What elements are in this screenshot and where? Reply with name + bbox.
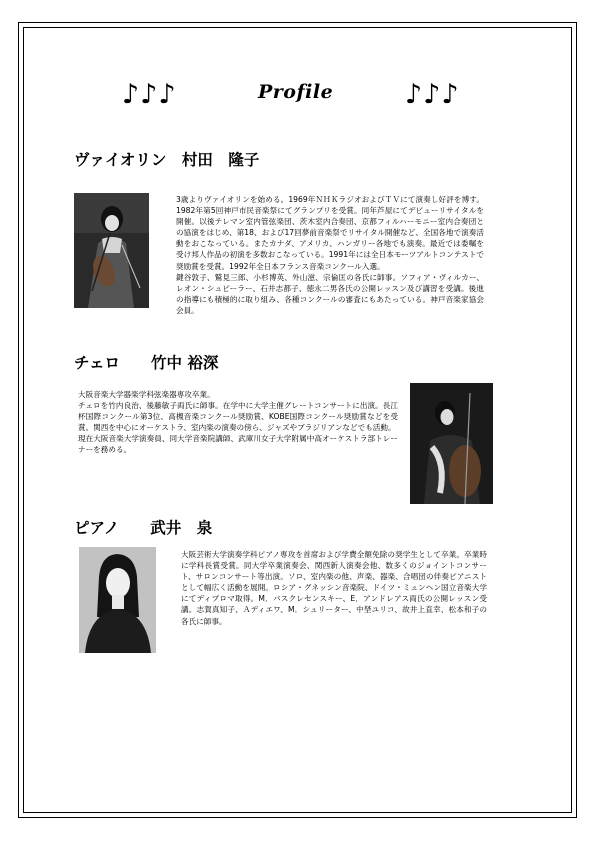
cellist-bio bbox=[78, 389, 398, 456]
violinist-name-heading: ヴァイオリン 村田 隆子 bbox=[74, 151, 260, 169]
profile-header bbox=[0, 78, 595, 112]
cellist-name-heading: チェロ 竹中 裕深 bbox=[74, 354, 219, 372]
music-notes-right: ♪♪♪ bbox=[405, 79, 460, 110]
cellist-bio-paragraph-1: 大阪音楽大学器楽学科弦楽器専攻卒業。 bbox=[78, 390, 215, 399]
violinist-bio bbox=[176, 194, 484, 316]
violinist-bio-paragraph-1: 3歳よりヴァイオリンを始める。1969年ＮＨＫラジオおよびＴＶにて演奏し好評を博す。1982年第5回神戸市民音楽祭にてグランプリを受賞。同年芦屋にてデビューリサイタルを開催。以後テレマン室内管弦楽団、茨木室内合奏団、京都フィルハーモニー室内合奏団との協演をはじめ、第18、および17回夢前音楽祭でリサイタル開催など、全国各地で演奏活動をおこなっている。またカナダ、アメリカ、ハンガリー各地でも演奏。最近では委嘱を受け邦人作品の初演を多数おこなっている。1991年には全日本モーツアルトコンテストで奨励賞を受賞。1992年全日本フランス音楽コンクール入選。 bbox=[176, 195, 484, 271]
music-notes-left: ♪♪♪ bbox=[122, 79, 177, 110]
pianist-bio-paragraph-1: 大阪芸術大学演奏学科ピアノ専攻を首席および学費全額免除の奨学生として卒業。卒業時に学科長賞受賞。同大学卒業演奏会、関西新人演奏会他、数多くのジョイントコンサート、サロンコンサート等出演。ソロ、室内楽の他、声楽、器楽、合唱団の伴奏ピアニストとして幅広く活動を展開。ロシア・グネッシン音楽院、ドイツ・ミュンヘン国立音楽大学にてディプロマ取得。M．バスクレセンスキー、E．アンドレアス両氏の公開レッスン受講。志賀真知子、Ａディエワ、M．シュリーター、中埜ユリコ、故井上直幸、松本和子の各氏に師事。 bbox=[181, 550, 487, 626]
violinist-bio-paragraph-2: 鍵谷敦子、鷲見三郎、小杉博英、外山滋、宗倫匡の各氏に師事。ソフィア・ヴィルカー、レオン・シュピーラー、石井志都子、徳永二男各氏の公開レッスン及び講習を受講。後進の指導にも積極的に取り組み、各種コンクールの審査にもあたっている。神戸音楽家協会会員。 bbox=[176, 272, 484, 315]
cellist-bio-paragraph-3: 現在大阪音楽大学演奏員、同大学音楽院講師、武庫川女子大学附属中高オーケストラ部トレーナーを務める。 bbox=[78, 434, 398, 455]
pianist-bio bbox=[181, 549, 487, 627]
cellist-photo bbox=[410, 383, 493, 504]
pianist-photo bbox=[79, 547, 156, 653]
violinist-photo bbox=[74, 193, 149, 308]
cellist-bio-paragraph-2: チェロを竹内良治、後藤敏子両氏に師事。在学中に大学主催グレートコンサートに出演。長江杯国際コンクール第3位、高槻音楽コンクール奨励賞、KOBE国際コンクール奨励賞などを受賞。関西を中心にオーケストラ、室内楽の演奏の傍ら、ジャズやブラジリアンなどでも活動。 bbox=[78, 401, 398, 433]
pianist-name-heading: ピアノ 武井 泉 bbox=[74, 519, 213, 537]
page-title: Profile bbox=[258, 81, 334, 103]
